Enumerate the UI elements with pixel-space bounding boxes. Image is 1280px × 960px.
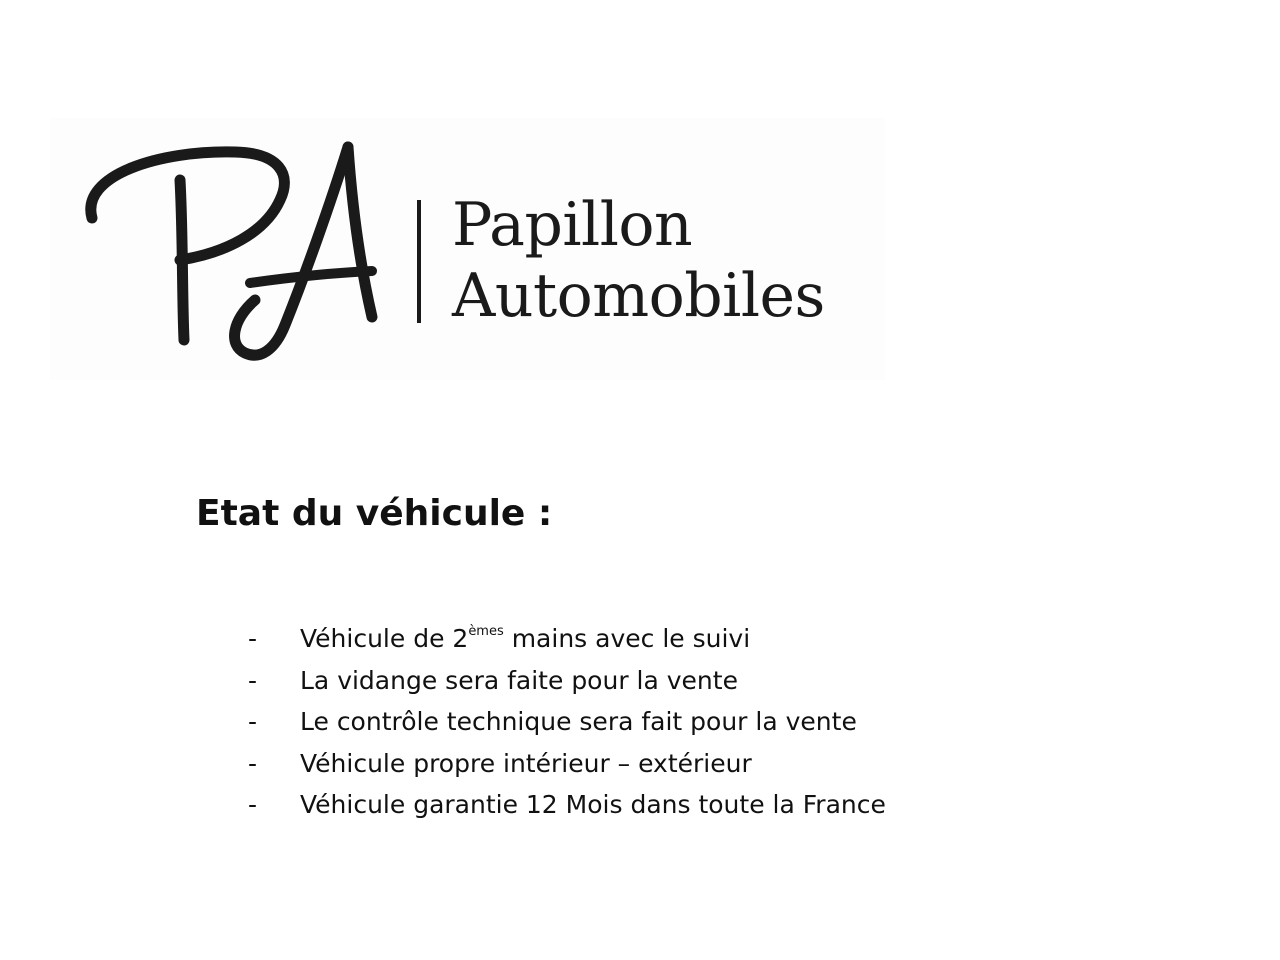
list-item	[248, 701, 886, 743]
bullet-dash: -	[248, 665, 258, 695]
features-list	[248, 618, 886, 826]
list-item	[248, 618, 886, 660]
list-item	[248, 784, 886, 826]
list-item	[248, 743, 886, 785]
brand-name-line-1: Papillon	[452, 190, 693, 260]
bullet-dash: -	[248, 707, 258, 737]
bullet-dash: -	[248, 748, 258, 778]
list-item-text: Véhicule propre intérieur – extérieur	[300, 748, 752, 778]
pa-monogram-logo	[80, 135, 390, 370]
section-title: Etat du véhicule :	[196, 493, 553, 535]
list-item-text: Véhicule de 2èmes mains avec le suivi	[300, 624, 751, 653]
list-item-text: Véhicule garantie 12 Mois dans toute la France	[300, 790, 886, 820]
bullet-dash: -	[248, 790, 258, 820]
logo-divider	[417, 200, 421, 323]
list-item	[248, 660, 886, 702]
superscript: èmes	[468, 624, 504, 639]
brand-name-line-2: Automobiles	[452, 261, 825, 331]
bullet-dash: -	[248, 624, 258, 653]
list-item-text: Le contrôle technique sera fait pour la vente	[300, 707, 857, 737]
list-item-text: La vidange sera faite pour la vente	[300, 665, 738, 695]
